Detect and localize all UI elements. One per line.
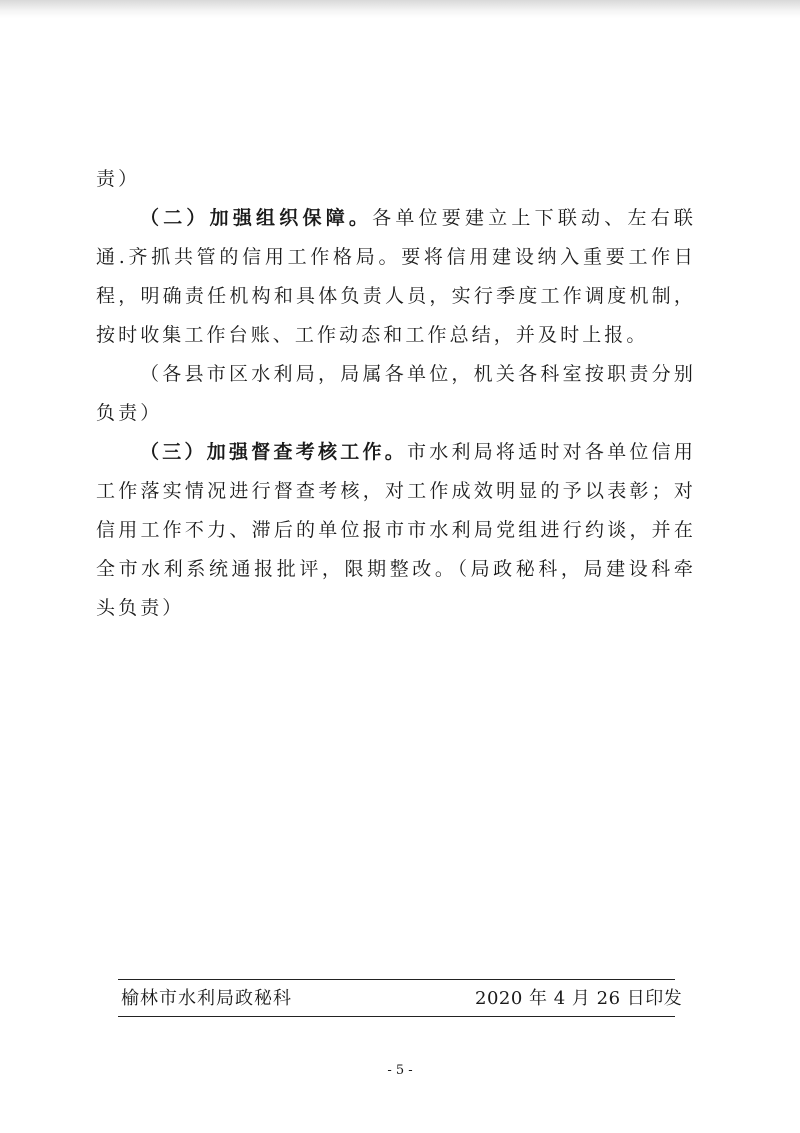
section-three-text: 市水利局将适时对各单位信用工作落实情况进行督查考核，对工作成效明显的予以表彰；对信用工作不力、滞后的单位报市市水利局党组进行约谈，并在全市水利系统通报批评，限期整改。（局政秘科，局建设科牵头负责）: [96, 441, 696, 619]
section-two-heading: （二）加强组织保障。: [140, 207, 373, 229]
section-three-heading: （三）加强督查考核工作。: [140, 441, 407, 463]
footer-issuer: 榆林市水利局政秘科: [121, 988, 292, 1009]
document-body: [96, 160, 696, 628]
scan-top-edge: [0, 0, 800, 18]
section-three-paragraph: [96, 433, 696, 628]
section-two-paragraph: [96, 199, 696, 355]
footer-print-date: 2020 年 4 月 26 日印发: [475, 988, 683, 1009]
section-two-responsibility: （各县市区水利局，局属各单位，机关各科室按职责分别负责）: [96, 363, 696, 424]
footer-bottom-rule: [118, 1016, 675, 1017]
page-number: - 5 -: [387, 1063, 413, 1078]
section-two-text: 各单位要建立上下联动、左右联通.齐抓共管的信用工作格局。要将信用建设纳入重要工作日程，明确责任机构和具体负责人员，实行季度工作调度机制，按时收集工作台账、工作动态和工作总结，并及时上报。: [96, 207, 696, 346]
continued-line: 责）: [96, 168, 141, 190]
footer-top-rule: [118, 979, 675, 980]
